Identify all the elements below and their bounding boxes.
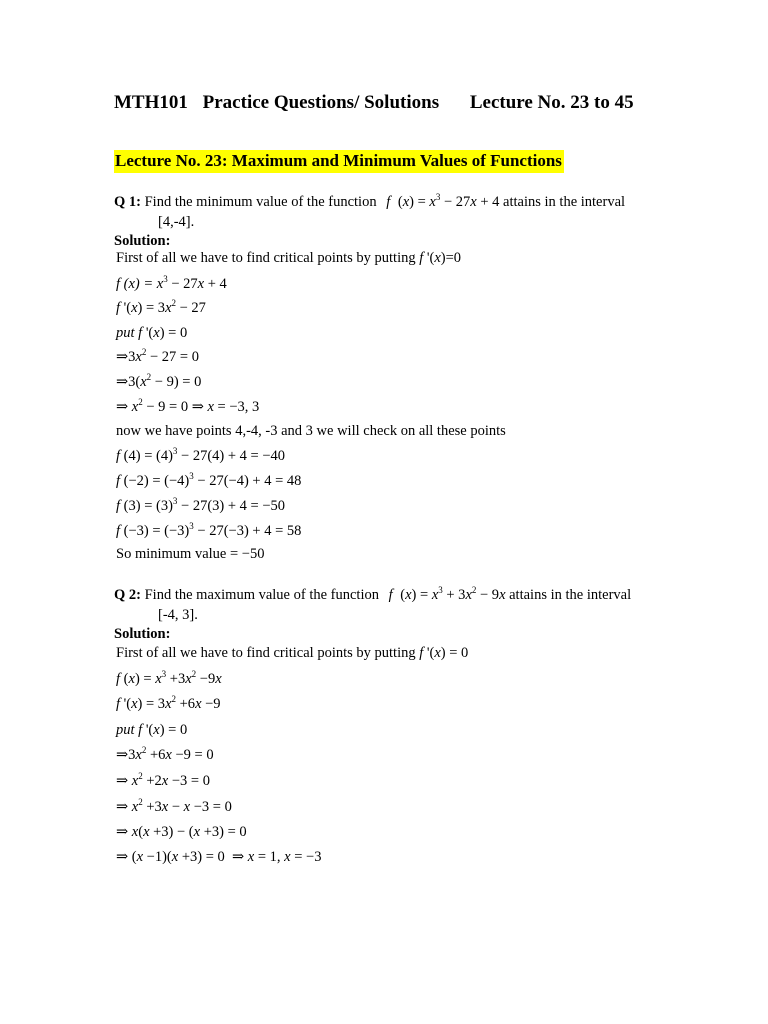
question-2-function-rest: $(x) = x^3 + 3x^2 - 9x$ bbox=[396, 585, 506, 603]
q1-step-1: f $(x) = x^3 - 27x + 4$ bbox=[116, 274, 227, 292]
solution-1-intro-text: First of all we have to find critical points by putting bbox=[116, 250, 416, 266]
q2-step-8: ⇒ (x −1)(x +3) = 0 ⇒ x = 1, x = −3 bbox=[116, 849, 322, 865]
q1-step-6: ⇒ $x^2 - 9 = 0$ ⇒ x = −3, 3 bbox=[116, 397, 260, 415]
question-2-function: f bbox=[388, 587, 393, 603]
q2-step-4: $\Rightarrow 3x^2 +6x -9 = 0$ bbox=[116, 745, 214, 763]
q2-step-1: f $(x) = x^3 +3x^2 -9x$ bbox=[116, 669, 222, 687]
solution-1-intro: First of all we have to find critical points by putting f '(x)=0 bbox=[116, 250, 462, 266]
q1-eval-2: f $(-2) = (-4)^3 - 27(-4) + 4 = 48$ bbox=[116, 471, 302, 489]
q1-step-3: put f '(x) = 0 bbox=[116, 325, 188, 341]
q2-step-2: f '$(x) = 3x^2 +6x -9$ bbox=[116, 694, 221, 712]
q1-step-5: $\Rightarrow 3(x^2 - 9) = 0$ bbox=[116, 372, 202, 390]
question-1-text: Find the minimum value of the function bbox=[144, 194, 377, 210]
question-1-label: Q 1: bbox=[114, 194, 141, 210]
question-1-function-rest: $(x) = x^3 - 27x + 4$ bbox=[394, 192, 500, 210]
question-2-text: Find the maximum value of the function bbox=[144, 587, 379, 603]
question-2-interval: [-4, 3]. bbox=[158, 607, 198, 623]
question-2-label: Q 2: bbox=[114, 587, 141, 603]
document-title bbox=[114, 92, 634, 114]
q2-step-6: ⇒ $x^2 +3x - x -3 = 0$ bbox=[116, 797, 232, 815]
q1-eval-1: f $(4) = (4)^3 - 27(4) + 4 = -40$ bbox=[116, 446, 286, 464]
q2-step-7: ⇒ x(x +3) − (x +3) = 0 bbox=[116, 824, 247, 840]
solution-2-label: Solution: bbox=[114, 626, 171, 642]
question-1-text-after: attains in the interval bbox=[503, 194, 626, 210]
q1-step-2: f '$(x) = 3x^2 - 27$ bbox=[116, 298, 206, 316]
question-2-text-after: attains in the interval bbox=[509, 587, 632, 603]
solution-1-label: Solution: bbox=[114, 233, 171, 249]
solution-2-intro-text: First of all we have to find critical points by putting bbox=[116, 645, 416, 661]
q1-eval-3: f $(3) = (3)^3 - 27(3) + 4 = -50$ bbox=[116, 496, 286, 514]
q2-step-3: put f '(x) = 0 bbox=[116, 722, 188, 738]
q1-note: now we have points 4,-4, -3 and 3 we will check on all these points bbox=[116, 423, 506, 439]
question-2 bbox=[114, 587, 631, 604]
q1-eval-4: f $(-3) = (-3)^3 - 27(-3) + 4 = 58$ bbox=[116, 521, 302, 539]
q2-step-5: ⇒ $x^2 +2x -3 = 0$ bbox=[116, 771, 210, 789]
solution-2-intro: First of all we have to find critical points by putting f '(x) = 0 bbox=[116, 645, 469, 661]
question-1 bbox=[114, 194, 625, 211]
title-subject: Practice Questions/ Solutions bbox=[202, 92, 440, 113]
question-1-function: f bbox=[386, 194, 391, 210]
course-code: MTH101 bbox=[114, 92, 188, 113]
lecture-heading: Lecture No. 23: Maximum and Minimum Values of Functions bbox=[114, 150, 564, 173]
q1-answer: So minimum value = −50 bbox=[116, 546, 265, 562]
lecture-range: Lecture No. 23 to 45 bbox=[469, 92, 634, 113]
q1-step-4: $\Rightarrow 3x^2 - 27 = 0$ bbox=[116, 347, 199, 365]
question-1-interval: [4,-4]. bbox=[158, 214, 195, 230]
